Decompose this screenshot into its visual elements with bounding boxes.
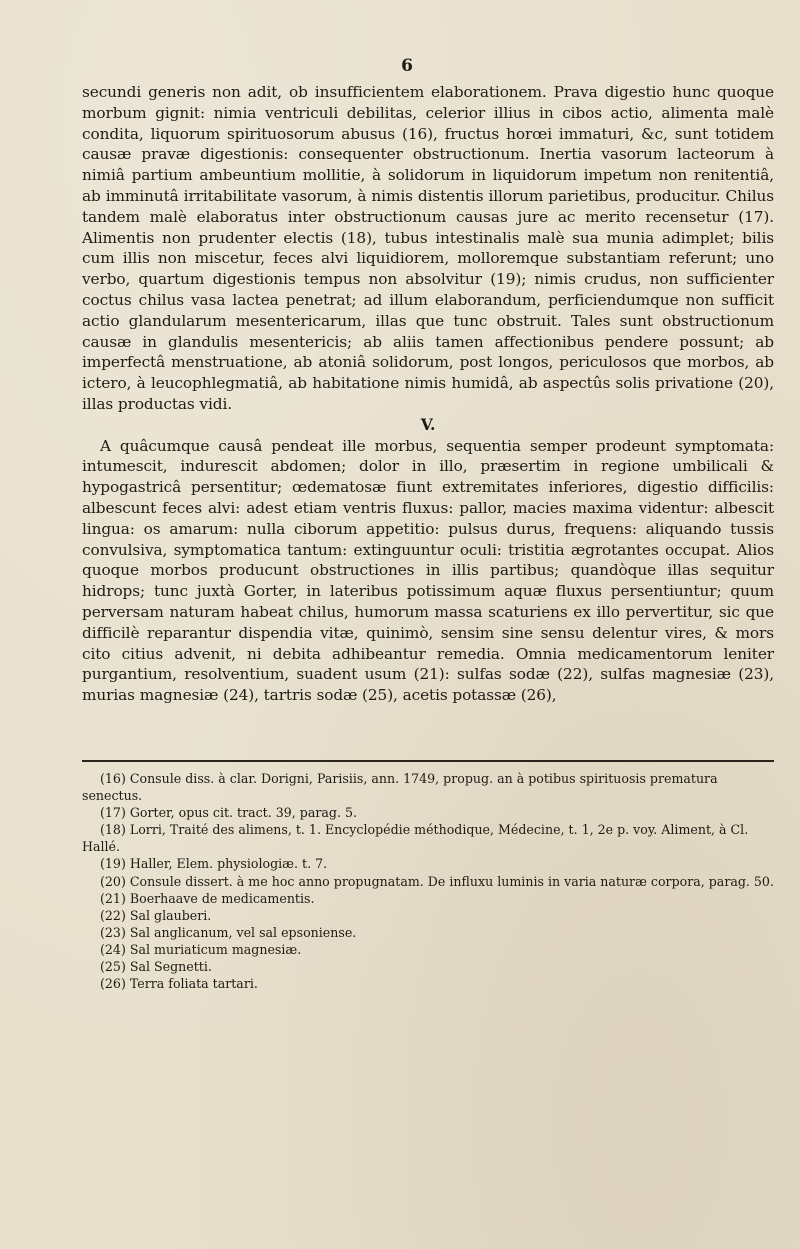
paragraph: secundi generis non adit, ob insufficientem elaborationem. Prava digestio hunc quoque morbum gignit: nimia ventriculi debilitas, celerior illius in cibos actio, alimenta malè condita, liquorum spirituosorum abusus (16), fructus horœi immaturi, &c, sunt totidem causæ pravæ digestionis: consequenter obstructionum. Inertia vasorum lacteorum à nimiâ partium ambeuntium mollitie, à solidorum in liquidorum impetum non renitentiâ, ab imminutâ irritabilitate vasorum, à nimis distentis illorum parietibus, producitur. Chilus tandem malè elaboratus inter obstructionum causas jure ac merito recensetur (17). Alimentis non prudenter electis (18), tubus intestinalis malè sua munia adimplet; bilis cum illis non miscetur, feces alvi liquidiorem, molloremque substantiam referunt; uno verbo, quartum digestionis tempus non absolvitur (19); nimis crudus, non sufficienter coctus chilus vasa lactea penetrat; ad illum elaborandum, perficiendumque non sufficit actio glandularum mesentericarum, illas que tunc obstruit. Tales sunt obstructionum causæ in glandulis mesentericis; ab aliis tamen affectionibus pendere possunt; ab imperfectâ menstruatione, ab atoniâ solidorum, post longos, periculosos que morbos, ab ictero, à leucophlegmatiâ, ab habitatione nimis humidâ, ab aspectûs solis privatione (20), illas productas vidi. bbox=[82, 83, 774, 413]
footnote: (23) Sal anglicanum, vel sal epsoniense. bbox=[100, 924, 357, 940]
footnote: (25) Sal Segnetti. bbox=[100, 959, 212, 975]
footnotes bbox=[82, 770, 774, 992]
footnote: (17) Gorter, opus cit. tract. 39, parag. 5. bbox=[100, 805, 357, 821]
footnote: (19) Haller, Elem. physiologiæ. t. 7. bbox=[100, 856, 328, 872]
main-text bbox=[82, 82, 774, 706]
footnote-divider bbox=[82, 760, 774, 762]
footnote: (26) Terra foliata tartari. bbox=[100, 976, 258, 992]
paragraph: A quâcumque causâ pendeat ille morbus, sequentia semper prodeunt symptomata: intumescit, indurescit abdomen; dolor in illo, præsertim in regione umbilicali & hypogastricâ persentitur; œdematosæ fiunt extremitates inferiores, digestio difficilis: albescunt feces alvi: adest etiam ventris fluxus: pallor, macies maxima videntur: albescit lingua: os amarum: nulla ciborum appetitio: pulsus durus, frequens: aliquando tussis convulsiva, symptomatica tantum: extinguuntur oculi: tristitia ægrotantes occupat. Alios quoque morbos producunt obstructiones in illis partibus; quandòque illas sequitur hidrops; tunc juxtà Gorter, in lateribus potissimum aquæ fluxus persentiuntur; quum perversam naturam habeat chilus, humorum massa scaturiens ex illo pervertitur, sic que difficilè reparantur dispendia vitæ, quinimò, sensim sine sensu delentur vires, & mors cito citius advenit, ni debita adhibeantur remedia. Omnia medicamentorum leniter purgantium, resolventium, suadent usum (21): sulfas sodæ (22), sulfas magnesiæ (23), murias magnesiæ (24), tartris sodæ (25), acetis potassæ (26), bbox=[82, 436, 774, 705]
footnote: (18) Lorri, Traité des alimens, t. 1. Encyclopédie méthodique, Médecine, t. 1, 2e p. voy. Aliment, à Cl. Hallé. bbox=[82, 822, 749, 855]
footnote: (24) Sal muriaticum magnesiæ. bbox=[100, 941, 302, 957]
footnote: (16) Consule diss. à clar. Dorigni, Parisiis, ann. 1749, propug. an à potibus spirituosis prematura senectus. bbox=[82, 771, 718, 804]
footnote: (22) Sal glauberi. bbox=[100, 907, 212, 923]
footnote: (20) Consule dissert. à me hoc anno propugnatam. De influxu luminis in varia naturæ corpora, parag. 50. bbox=[100, 873, 774, 889]
footnote: (21) Boerhaave de medicamentis. bbox=[100, 890, 315, 906]
page-number: 6 bbox=[401, 56, 413, 76]
section-heading: V. bbox=[420, 414, 436, 434]
